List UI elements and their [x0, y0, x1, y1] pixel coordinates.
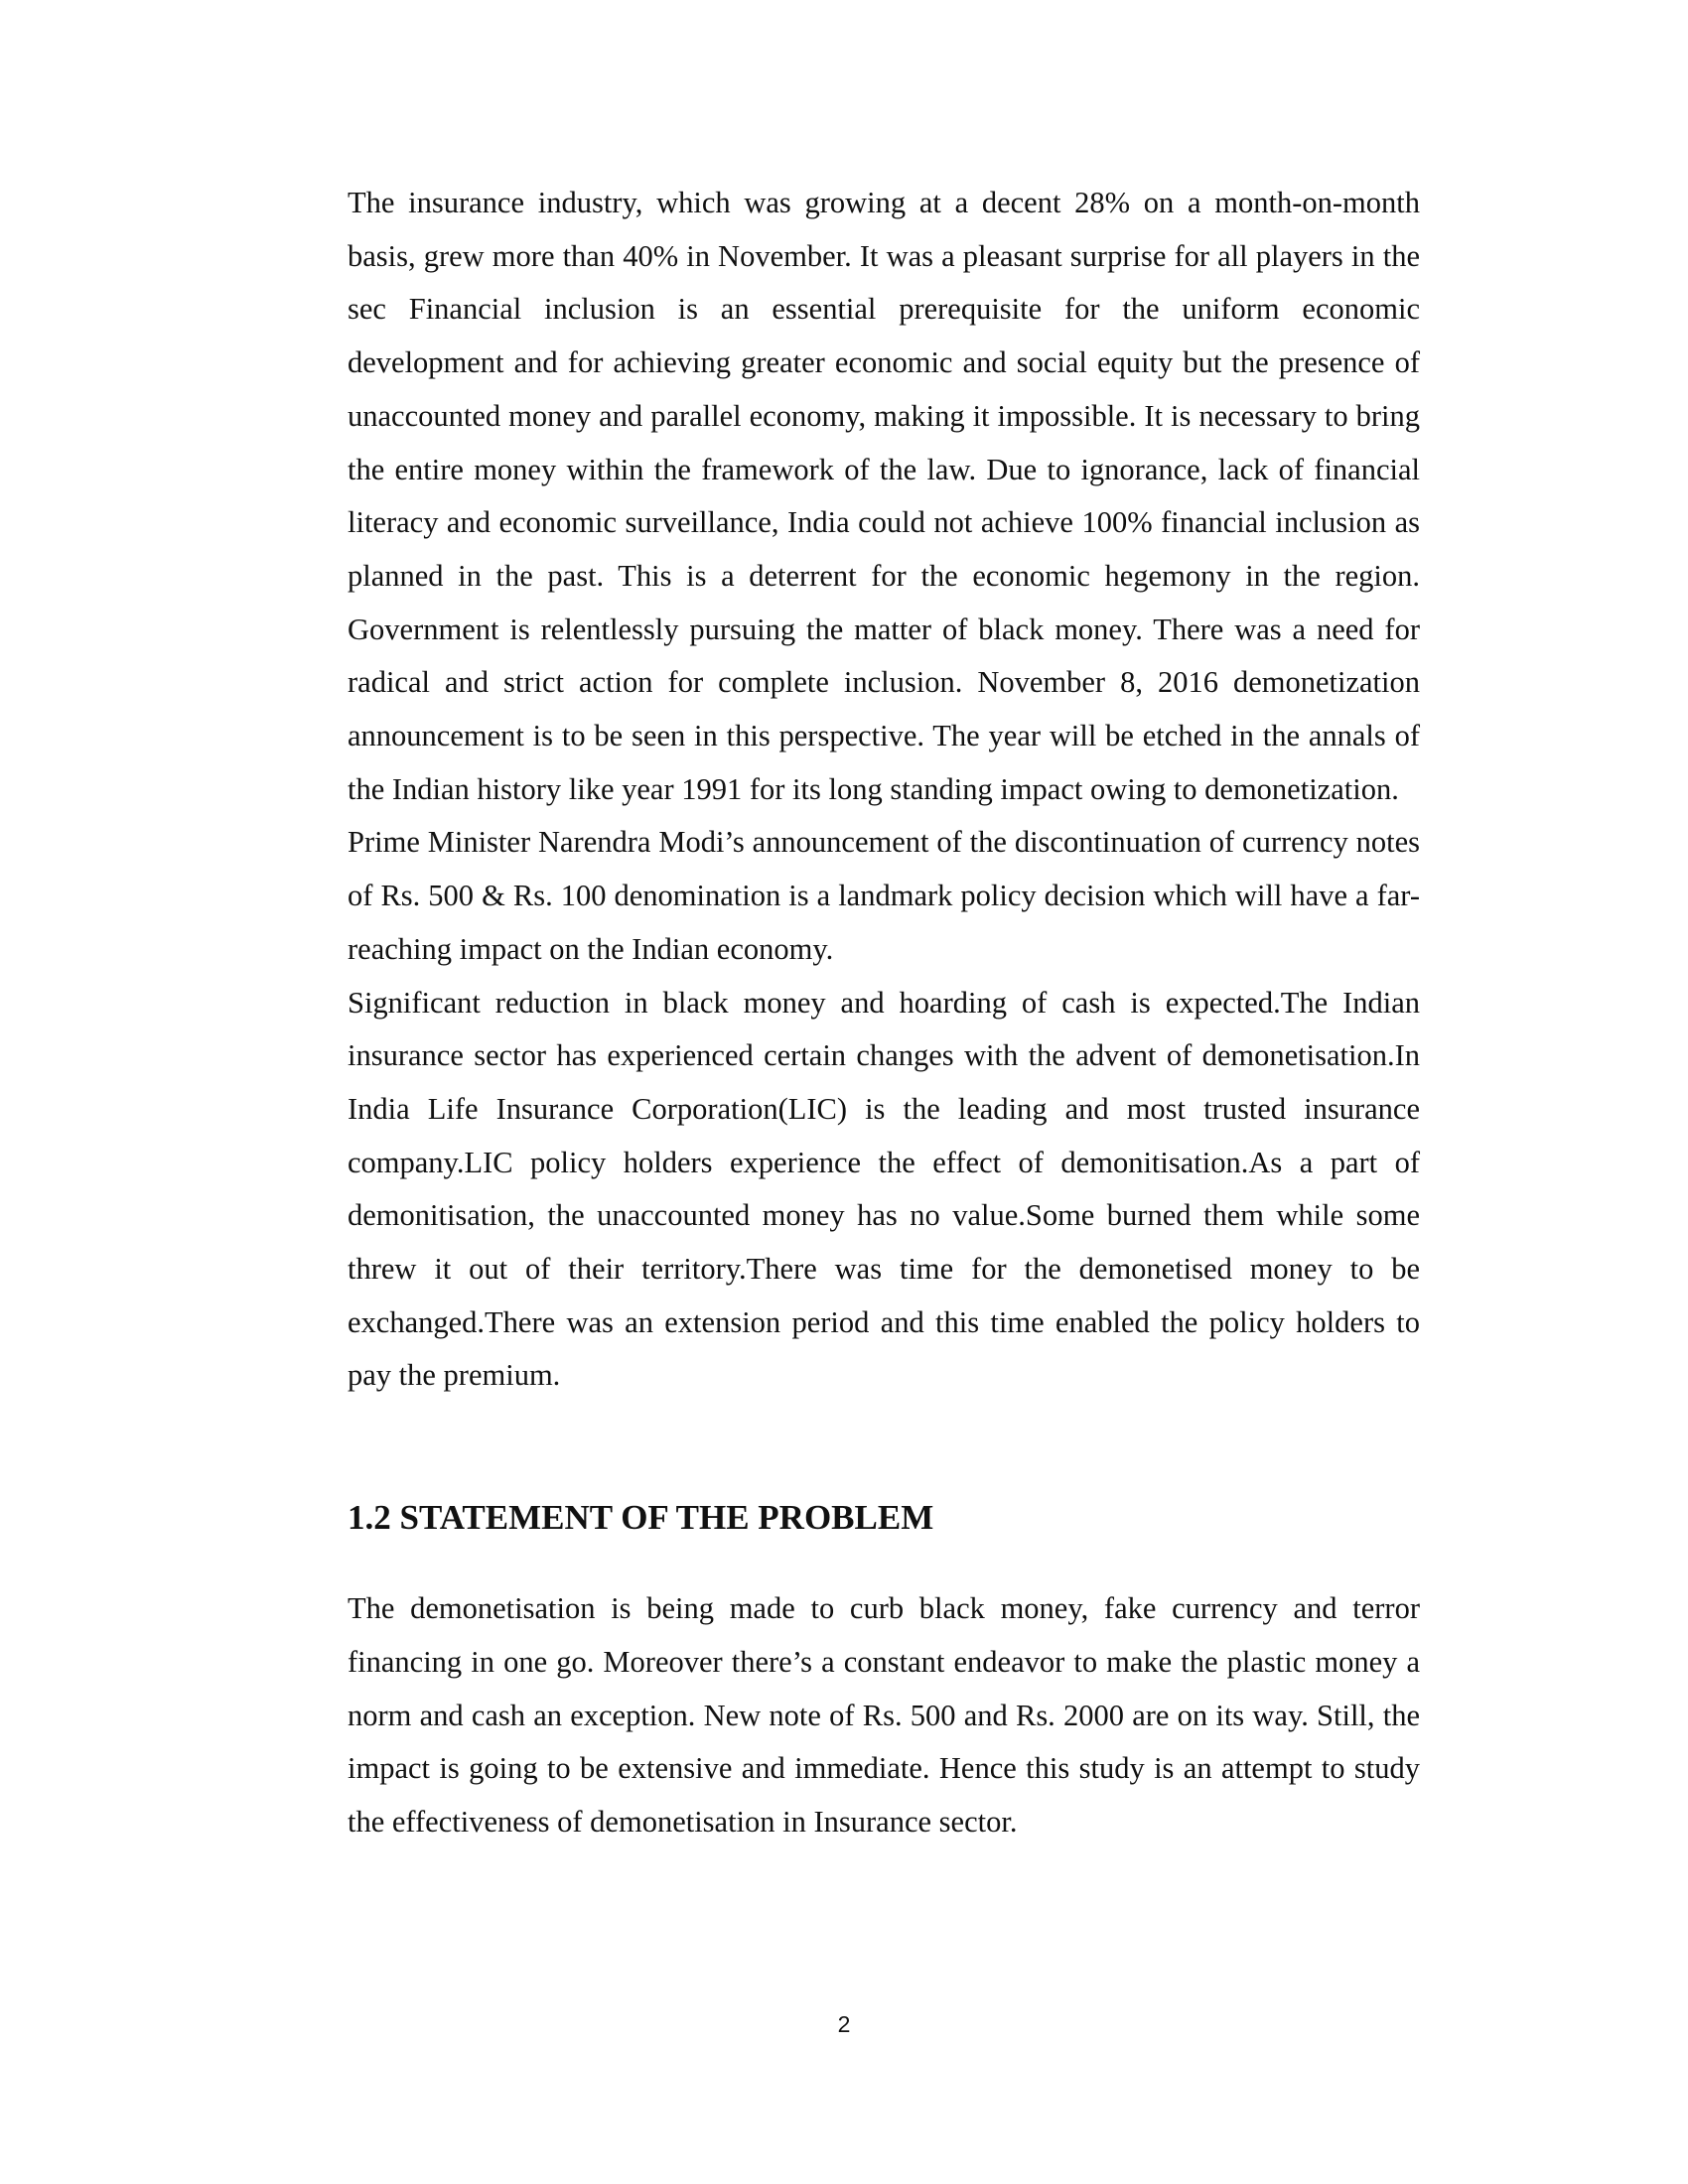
body-paragraph-3: Significant reduction in black money and hoarding of cash is expected.The Indian insurance sector has experienced certain changes with the advent of demonetisation.In India Life Insurance Corporation(LIC) is the leading and most trusted insurance company.LIC policy holders experience the effect of demonitisation.As a part of demonitisation, the unaccounted money has no value.Some burned them while some threw it out of their territory.There was time for the demonetised money to be exchanged.There was an extension period and this time enabled the policy holders to pay the premium.	[348, 985, 1420, 1393]
page-number: 2	[837, 2011, 851, 2037]
section-paragraph: The demonetisation is being made to curb black money, fake currency and terror financing in one go. Moreover there’s a constant endeavor to make the plastic money a norm and cash an exception. New note of Rs. 500 and Rs. 2000 are on its way. Still, the impact is going to be extensive and immediate. Hence this study is an attempt to study the effectiveness of demonetisation in Insurance sector.	[348, 1591, 1420, 1839]
body-paragraph-1: The insurance industry, which was growing at a decent 28% on a month-on-month basis, grew more than 40% in November. It was a pleasant surprise for all players in the sec Financial inclusion is an essential prerequisite for the uniform economic development and for achieving greater economic and social equity but the presence of unaccounted money and parallel economy, making it impossible. It is necessary to bring the entire money within the framework of the law. Due to ignorance, lack of financial literacy and economic surveillance, India could not achieve 100% financial inclusion as planned in the past. This is a deterrent for the economic hegemony in the region. Government is relentlessly pursuing the matter of black money. There was a need for radical and strict action for complete inclusion. November 8, 2016 demonetization announcement is to be seen in this perspective. The year will be etched in the annals of the Indian history like year 1991 for its long standing impact owing to demonetization.	[348, 186, 1420, 806]
page-content	[348, 177, 1420, 1849]
body-paragraph-2: Prime Minister Narendra Modi’s announcement of the discontinuation of currency notes of Rs. 500 & Rs. 100 denomination is a landmark policy decision which will have a far-reaching impact on the Indian economy.	[348, 825, 1420, 966]
section-heading: 1.2 STATEMENT OF THE PROBLEM	[348, 1498, 934, 1538]
